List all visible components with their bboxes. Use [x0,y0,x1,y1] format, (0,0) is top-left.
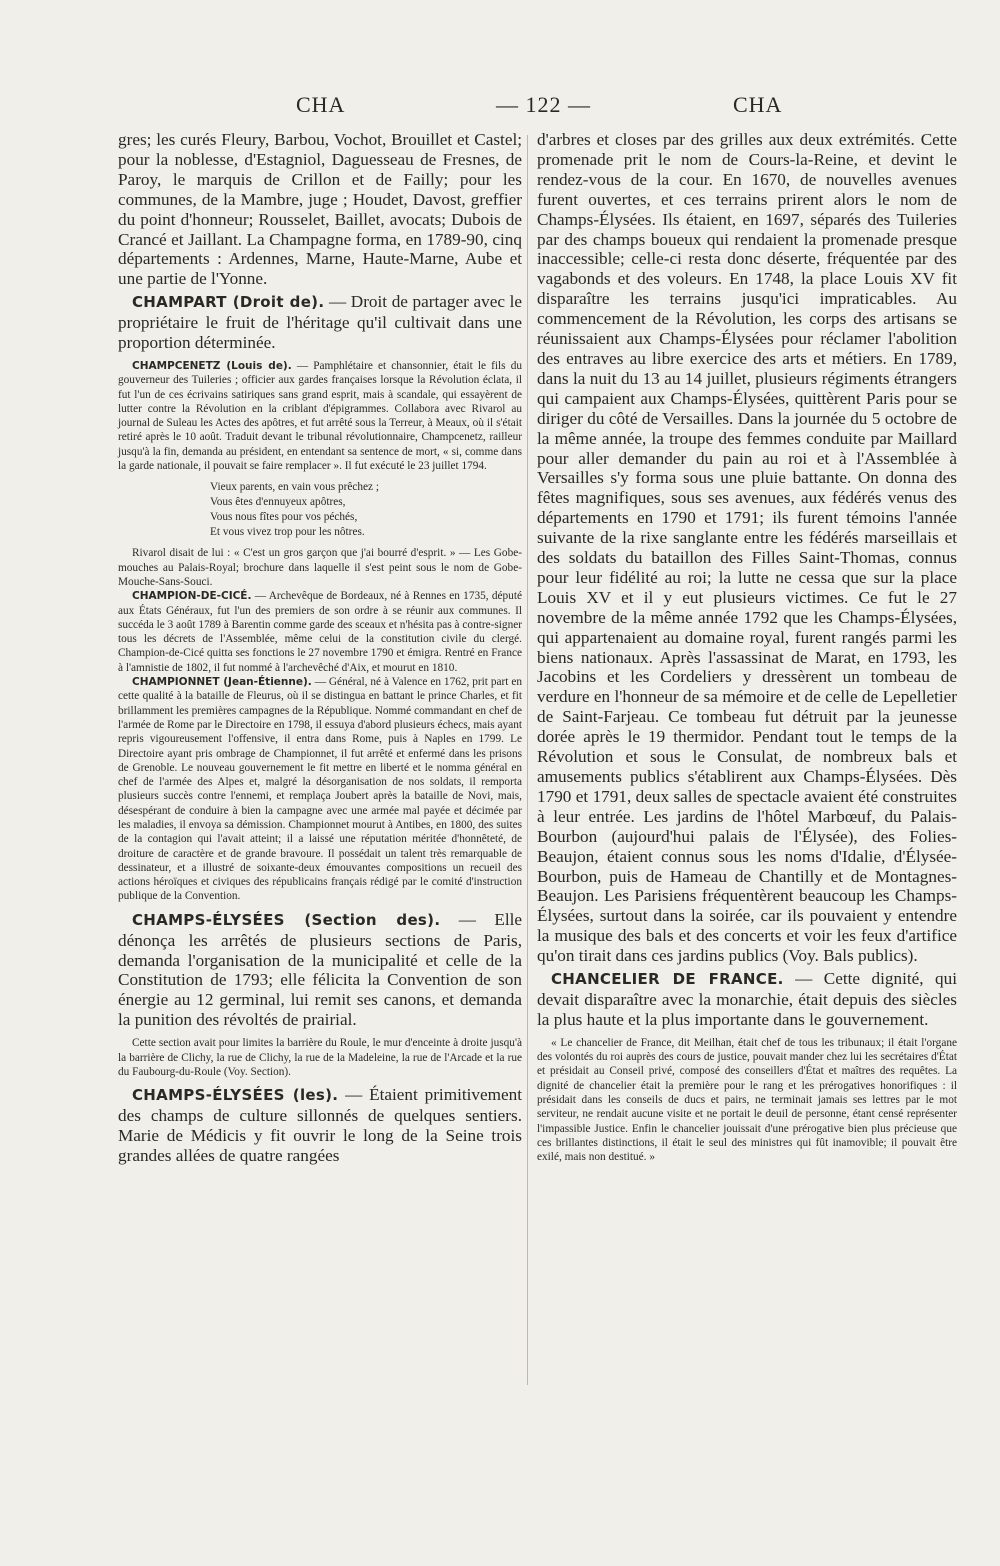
entry-chancelier-de-france [537,969,957,1030]
entry-term: CHAMPION-DE-CICÉ. [132,590,252,603]
entry-term: CHAMPS-ÉLYSÉES (les). [132,1086,339,1105]
entry-text: — Général, né à Valence en 1762, prit part en cette qualité à la bataille de Fleurus, où il se distingua en battant le prince Charles, et fit brillamment les premières campagnes de la République. Nommé commandant en chef de l'armée de Rome par le Directoire en 1798, il essuya d'abord plusieurs échecs, mais ayant repris vigoureusement l'offensive, il entra dans Rome, puis à Naples en 1799. Le Directoire ayant pris ombrage de Championnet, il fut arrêté et enfermé dans les prisons de Grenoble. Le nouveau gouvernement le fit mettre en liberté et le nomma général en chef de l'armée des Alpes et, malgré la désorganisation de nos soldats, il remporta plusieurs succès contre l'ennemi, et remplaça Joubert après la bataille de Novi, mais, désespérant de conduire à bien la campagne avec une armée mal payée et décimée par les maladies, il envoya sa démission. Championnet mourut à Antibes, en 1800, des suites de la contagion qui l'avait atteint; il a laissé une réputation méritée d'honnêteté, de droiture de caractère et de grande bravoure. Il possédait un talent très remarquable de dessinateur, et a illustré de soixante-deux émouvantes compositions un recueil des actions héroïques et civiques des républicains français rédigé par le comité d'instruction publique de la Convention. [118,676,522,903]
header-left-word: CHA [296,92,346,117]
entry-text: — Étaient primitivement des champs de culture sillonnés de quelques sentiers. Marie de Médicis y fit ouvrir le long de la Seine trois grandes allées de quatre rangées [118,1085,522,1165]
entry-champs-elysees [118,1085,522,1166]
running-header [118,92,958,122]
entry-text: — Elle dénonça les arrêtés de plusieurs sections de Paris, demanda l'organisation de la municipalité et celle de la Constitution de 1793; elle félicita la Convention de son énergie au 12 germinal, lui remit ses canons, et demanda la punition des révoltés de prairial. [118,909,522,1030]
entry-text: — Droit de partager avec le propriétaire le fruit de l'héritage qu'il cultivait dans une proportion déterminée. [118,292,522,353]
verse-line: Et vous vivez trop pour les nôtres. [210,526,365,539]
right-column [537,130,957,1164]
verse-line: Vieux parents, en vain vous prêchez ; [210,481,380,494]
left-column [118,130,522,1166]
verse-quote [210,480,522,540]
entry-champion-de-cice [118,589,522,675]
column-divider [527,135,528,1385]
header-right-word: CHA [733,92,783,117]
entry-term: CHAMPCENETZ (Louis de). [132,359,292,372]
champs-elysees-continuation: d'arbres et closes par des grilles aux deux extrémités. Cette promenade prit le nom de Cours-la-Reine, et devint le rendez-vous de la cour. En 1670, de nouvelles avenues furent ouvertes, et ces terrains prirent alors le nom de Champs-Élysées. Ils étaient, en 1697, séparés des Tuileries par des champs boueux qui rendaient la promenade presque inaccessible; celle-ci resta donc déserte, fréquentée par des vagabonds et des voleurs. En 1748, la place Louis XV fit disparaître les terrains jusqu'ici impraticables. Au commencement de la Révolution, les corps des artisans se réunissaient aux Champs-Élysées pour réclamer l'abolition des entraves au libre exercice des arts et métiers. En 1789, dans la nuit du 13 au 14 juillet, plusieurs régiments étrangers qui campaient aux Champs-Élysées, quittèrent Paris pour se diriger du côté de Versailles. Dans la journée du 5 octobre de la même année, la troupe des femmes conduite par Maillard pour aller demander du pain au roi et à l'Assemblée à Versailles s'y forma sous une pluie battante. On donna des fêtes magnifiques, sous ses avenues, aux fédérés venus des départements en 1790 et 1791; ils furent témoins l'année suivante de la rixe sanglante entre les fédérés marseillais et des soldats du bataillon des Filles Saint-Thomas, connus pour leur fidélité au roi; la lutte ne cessa que sur la place Louis XV et il y eut plusieurs victimes. Ce fut le 27 novembre de la même année 1792 que les Champs-Élysées, qui appartenaient au domaine royal, furent rangés parmi les biens nationaux. Après l'assassinat de Marat, en 1793, les Jacobins et les Cordeliers y dressèrent un tombeau de verdure en l'honneur de sa mémoire et de celle de Lepelletier de Saint-Farjeau. Ce tombeau fut détruit par la jeunesse dorée après le 19 thermidor. Pendant tout le temps de la Révolution et sous le Consulat, de nombreux bals et amusements publics s'établirent aux Champs-Élysées. Dès 1790 et 1791, deux salles de spectacle avaient été construites à leur entrée. Les jardins de l'hôtel Marbœuf, du Palais-Bourbon (aujourd'hui palais de l'Élysée), des Folies-Beaujon, étaient connus sous les noms d'Idalie, d'Élysée-Bourbon, puis de Hameau de Chantilly et de Montagnes-Beaujon. Les Parisiens fréquentèrent beaucoup les Champs-Élysées, surtout dans la soirée, car ils pouvaient y entendre la musique des bals et des concerts et voir les feux d'artifice qu'on tirait dans ces jardins publics (Voy. Bals publics). [537,130,957,966]
entry-championnet [118,675,522,904]
verse-line: Vous nous fîtes pour vos péchés, [210,511,358,524]
page-number: — 122 — [496,92,591,117]
entry-text: — Cette dignité, qui devait disparaître avec la monarchie, était depuis des siècles la plus haute et la plus importante dans le gouvernement. [537,969,957,1029]
entry-term: CHAMPS-ÉLYSÉES (Section des). [132,910,441,929]
meilhan-quote: « Le chancelier de France, dit Meilhan, était chef de tous les tribunaux; il était l'organe des volontés du roi auprès des cours de justice, pouvait mander chez lui les secrétaires d'État et présidait au Conseil privé, composé des conseillers d'État et maîtres des requêtes. La dignité de chancelier était la première pour le rang et les prérogatives honorifiques : il présidait dans les conseils de ducs et pairs, ne terminait jamais ses lettres par le mot serviteur, ne rendait aucune visite et ne portait le deuil de personne, étant censé représenter l'impassible Justice. Enfin le chancelier jouissait d'une prérogative bien plus précieuse que ces brillantes distinctions, il était le seul des ministres qui fût inamovible; il pouvait être exilé, mais non destitué. » [537,1036,957,1164]
entry-term: CHAMPIONNET (Jean-Étienne). [132,676,312,689]
entry-section-champs-elysees [118,910,522,1030]
section-note: Cette section avait pour limites la barrière du Roule, le mur d'enceinte à droite jusqu'à la barrière de Clichy, la rue de Clichy, la rue de la Madeleine, la rue de l'Arcade et la rue du Faubourg-du-Roule (Voy. Section). [118,1037,522,1078]
entry-champcenetz [118,359,522,473]
entry-text: — Archevêque de Bordeaux, né à Rennes en 1735, député aux États Généraux, fut l'un des premiers de son ordre à se réunir aux communes. Il succéda le 3 août 1789 à Barentin comme garde des sceaux et n'hésita pas à contre-signer tous les décrets de l'Assemblée, même celui de la constitution civile du clergé. Champion-de-Cicé quitta ses fonctions le 27 novembre 1790 et émigra. Rentré en France à l'amnistie de 1802, il fut nommé à l'archevêché d'Aix, et mourut en 1810. [118,590,522,674]
entry-champart [118,292,522,353]
entry-term: CHAMPART (Droit de). [132,293,325,312]
verse-line: Vous êtes d'ennuyeux apôtres, [210,496,346,509]
entry-text: — Pamphlétaire et chansonnier, était le fils du gouverneur des Tuileries ; officier aux gardes françaises lorsque la Révolution éclata, il fut l'un de ces écrivains satiriques sans grand esprit, mais à scandale, qui essayèrent de lutter contre la Révolution en la criblant d'épigrammes. Collabora avec Rivarol au journal de Suleau les Actes des apôtres, et fut arrêté sous la Terreur, à Meaux, où il s'était retiré après le 10 août. Traduit devant le tribunal révolutionnaire, Champcenetz, railleur jusqu'à la fin, demanda au président, en entendant sa sentence de mort, « si, comme dans la garde nationale, il pouvait se faire remplacer ». Il fut exécuté le 23 juillet 1794. [118,359,522,473]
champagne-continuation: gres; les curés Fleury, Barbou, Vochot, Brouillet et Castel; pour la noblesse, d'Estagniol, Daguesseau de Fresnes, de Paroy, le marquis de Crillon et de Failly; pour les communes, de la Mambre, juge ; Houdet, Davost, greffier du point d'honneur; Rousselet, Baillet, avocats; Dubois de Crancé et Jaillant. La Champagne forma, en 1789-90, cinq départements : Ardennes, Marne, Haute-Marne, Aube et une partie de l'Yonne. [118,130,522,289]
entry-term: CHANCELIER DE FRANCE. [551,970,784,989]
rivarol-note: Rivarol disait de lui : « C'est un gros garçon que j'ai bourré d'esprit. » — Les Gobe-mouches au Palais-Royal; brochure dans laquelle il s'est peint sous le nom de Gobe-Mouche-Sans-Souci. [118,547,522,588]
